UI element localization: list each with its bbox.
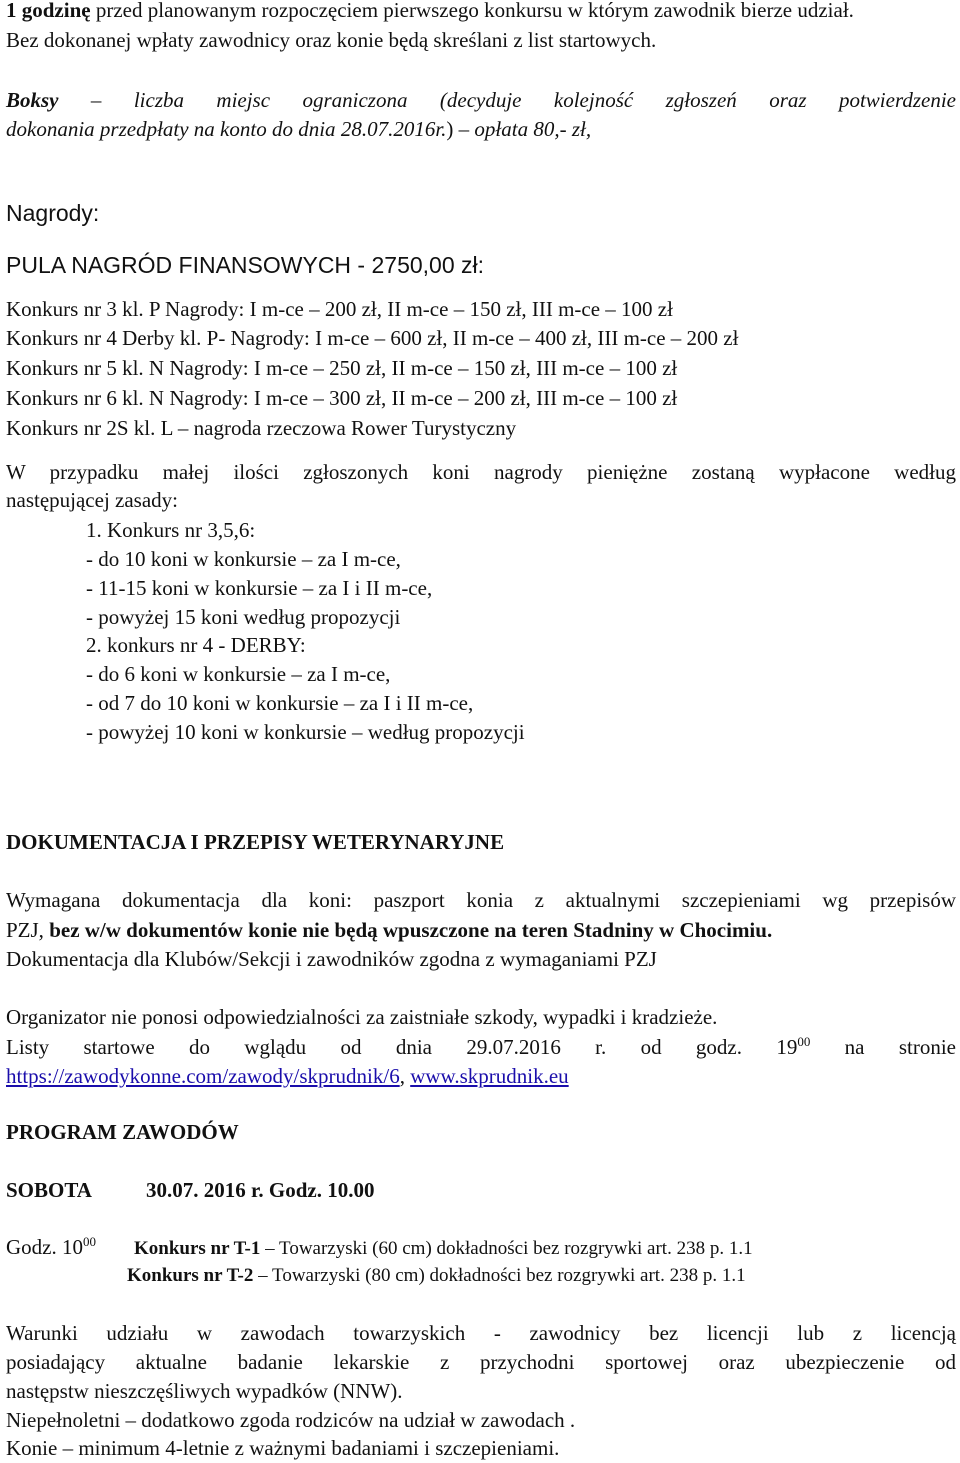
- time-label-text: Godz. 10: [6, 1235, 83, 1259]
- rule-group-1-item: - 11-15 koni w konkursie – za I i II m-ce,: [86, 576, 433, 600]
- docs-line-4: Organizator nie ponosi odpowiedzialności za zaistniałe szkody, wypadki i kradzieże.: [6, 1005, 718, 1029]
- rule-line-2: następującej zasady:: [6, 488, 178, 512]
- intro-text: przed planowanym rozpoczęciem pierwszego konkursu w którym zawodnik bierze udział.: [90, 0, 854, 22]
- event-name: Konkurs nr T-2: [127, 1265, 254, 1286]
- program-event: [127, 1265, 746, 1287]
- rule-group-2-title: 2. konkurs nr 4 - DERBY:: [86, 633, 306, 657]
- prize-item: Konkurs nr 6 kl. N Nagrody: I m-ce – 300 zł, II m-ce – 200 zł, III m-ce – 100 zł: [6, 386, 678, 410]
- conditions-line-5: Konie – minimum 4-letnie z ważnymi badaniami i szczepieniami.: [6, 1436, 560, 1460]
- boksy-fee: opłata 80,- zł,: [474, 117, 592, 141]
- intro-line-1: [6, 0, 854, 22]
- prize-item: Konkurs nr 5 kl. N Nagrody: I m-ce – 250 zł, II m-ce – 150 zł, III m-ce – 100 zł: [6, 356, 678, 380]
- rule-line-1: W przypadku małej ilości zgłoszonych koni nagrody pieniężne zostaną wypłacone według: [6, 460, 956, 484]
- program-day: SOBOTA: [6, 1178, 92, 1202]
- prize-pool: PULA NAGRÓD FINANSOWYCH - 2750,00 zł:: [6, 252, 485, 278]
- boksy-label: Boksy: [6, 88, 59, 112]
- program-time-label: [6, 1235, 96, 1259]
- boksy-line-1: [6, 88, 956, 112]
- conditions-line-3: następstw nieszczęśliwych wypadków (NNW).: [6, 1379, 403, 1403]
- docs-line-5: [6, 1035, 956, 1059]
- conditions-line-4: Niepełnoletni – dodatkowo zgoda rodziców na udział w zawodach .: [6, 1408, 576, 1432]
- boksy-dash: –: [58, 88, 134, 112]
- event-name: Konkurs nr T-1: [134, 1238, 261, 1259]
- program-heading: PROGRAM ZAWODÓW: [6, 1120, 239, 1144]
- boksy-date: 28.07.2016r.: [340, 117, 447, 141]
- intro-line-2: Bez dokonanej wpłaty zawodnicy oraz konie będą skreślani z list startowych.: [6, 28, 657, 52]
- docs-heading: DOKUMENTACJA I PRZEPISY WETERYNARYJNE: [6, 830, 505, 854]
- rule-group-1-item: - do 10 koni w konkursie – za I m-ce,: [86, 547, 401, 571]
- docs-links: [6, 1064, 569, 1088]
- boksy-text-2: dokonania przedpłaty na konto do dnia: [6, 117, 336, 141]
- docs-line-3: Dokumentacja dla Klubów/Sekcji i zawodników zgodna z wymaganiami PZJ: [6, 947, 657, 971]
- prize-item: Konkurs nr 4 Derby kl. P- Nagrody: I m-ce – 600 zł, II m-ce – 400 zł, III m-ce – 200 zł: [6, 326, 739, 350]
- prizes-heading: Nagrody:: [6, 200, 100, 226]
- rule-group-2-item: - powyżej 10 koni w konkursie – według propozycji: [86, 720, 525, 744]
- start-lists-text: Listy startowe do wglądu od dnia 29.07.2016 r. od godz. 19: [6, 1035, 798, 1059]
- rule-group-1-item: - powyżej 15 koni według propozycji: [86, 605, 401, 629]
- boksy-line-2: [6, 117, 591, 141]
- prize-item: Konkurs nr 2S kl. L – nagroda rzeczowa Rower Turystyczny: [6, 416, 517, 440]
- conditions-line-1: Warunki udziału w zawodach towarzyskich - zawodnicy bez licencji lub z licencją: [6, 1321, 956, 1345]
- time-label-sup: 00: [83, 1234, 96, 1249]
- event-desc: – Towarzyski (80 cm) dokładności bez rozgrywki art. 238 p. 1.1: [253, 1265, 746, 1286]
- docs-line-2: [6, 918, 772, 942]
- docs-line-2-plain: PZJ,: [6, 918, 50, 942]
- prize-item: Konkurs nr 3 kl. P Nagrody: I m-ce – 200 zł, II m-ce – 150 zł, III m-ce – 100 zł: [6, 297, 673, 321]
- skprudnik-link[interactable]: www.skprudnik.eu: [410, 1064, 569, 1088]
- start-lists-end: na stronie: [810, 1035, 956, 1059]
- intro-bold: 1 godzinę: [6, 0, 91, 22]
- start-lists-sup: 00: [797, 1034, 811, 1049]
- event-desc: – Towarzyski (60 cm) dokładności bez rozgrywki art. 238 p. 1.1: [260, 1238, 753, 1259]
- rule-group-1-title: 1. Konkurs nr 3,5,6:: [86, 518, 256, 542]
- conditions-line-2: posiadający aktualne badanie lekarskie z przychodni sportowej oraz ubezpieczenie od: [6, 1350, 956, 1374]
- program-event: [134, 1238, 753, 1260]
- boksy-close: ) –: [446, 117, 475, 141]
- program-date-time: 30.07. 2016 r. Godz. 10.00: [146, 1178, 375, 1202]
- docs-line-1: Wymagana dokumentacja dla koni: paszport konia z aktualnymi szczepieniami wg przepisów: [6, 888, 956, 912]
- rule-group-2-item: - od 7 do 10 koni w konkursie – za I i II m-ce,: [86, 691, 474, 715]
- rule-group-2-item: - do 6 koni w konkursie – za I m-ce,: [86, 662, 391, 686]
- boksy-text-1: liczba miejsc ograniczona (decyduje kolejność zgłoszeń oraz potwierdzenie: [133, 88, 957, 112]
- docs-line-2-bold: bez w/w dokumentów konie nie będą wpuszczone na teren Stadniny w Chocimiu.: [49, 918, 773, 942]
- zawodykonne-link[interactable]: https://zawodykonne.com/zawody/skprudnik/6: [6, 1064, 400, 1088]
- links-separator: ,: [399, 1064, 411, 1088]
